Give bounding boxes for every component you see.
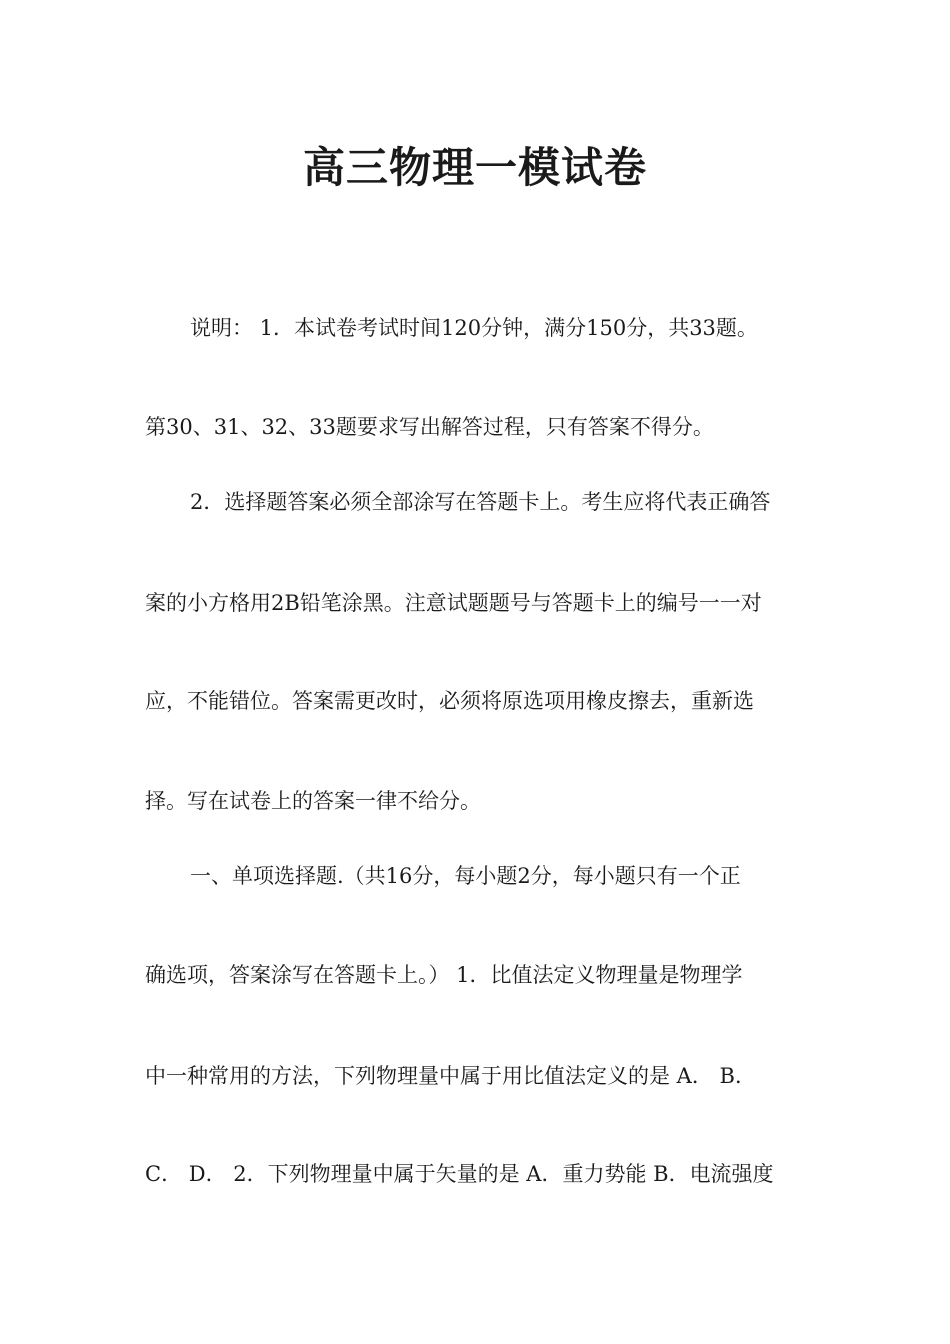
instruction-line-2: 第30、31、32、33题要求写出解答过程，只有答案不得分。 bbox=[145, 415, 714, 439]
question-line-2: C． D． 2．下列物理量中属于矢量的是 A．重力势能 B．电流强度 bbox=[145, 1162, 774, 1186]
instruction-line-6: 择。写在试卷上的答案一律不给分。 bbox=[145, 789, 481, 813]
instruction-line-1: 说明： 1．本试卷考试时间120分钟，满分150分，共33题。 bbox=[190, 316, 758, 340]
instruction-line-3: 2．选择题答案必须全部涂写在答题卡上。考生应将代表正确答 bbox=[190, 490, 771, 514]
section-heading-line-2: 确选项，答案涂写在答题卡上。） 1．比值法定义物理量是物理学 bbox=[145, 963, 743, 987]
document-title: 高三物理一模试卷 bbox=[302, 143, 647, 192]
section-heading-line-1: 一、单项选择题.（共16分，每小题2分，每小题只有一个正 bbox=[190, 864, 741, 888]
instruction-line-4: 案的小方格用2B铅笔涂黑。注意试题题号与答题卡上的编号一一对 bbox=[145, 591, 762, 615]
instruction-line-5: 应，不能错位。答案需更改时，必须将原选项用橡皮擦去，重新选 bbox=[145, 689, 754, 713]
question-line-1: 中一种常用的方法，下列物理量中属于用比值法定义的是 A． B． bbox=[145, 1064, 756, 1088]
